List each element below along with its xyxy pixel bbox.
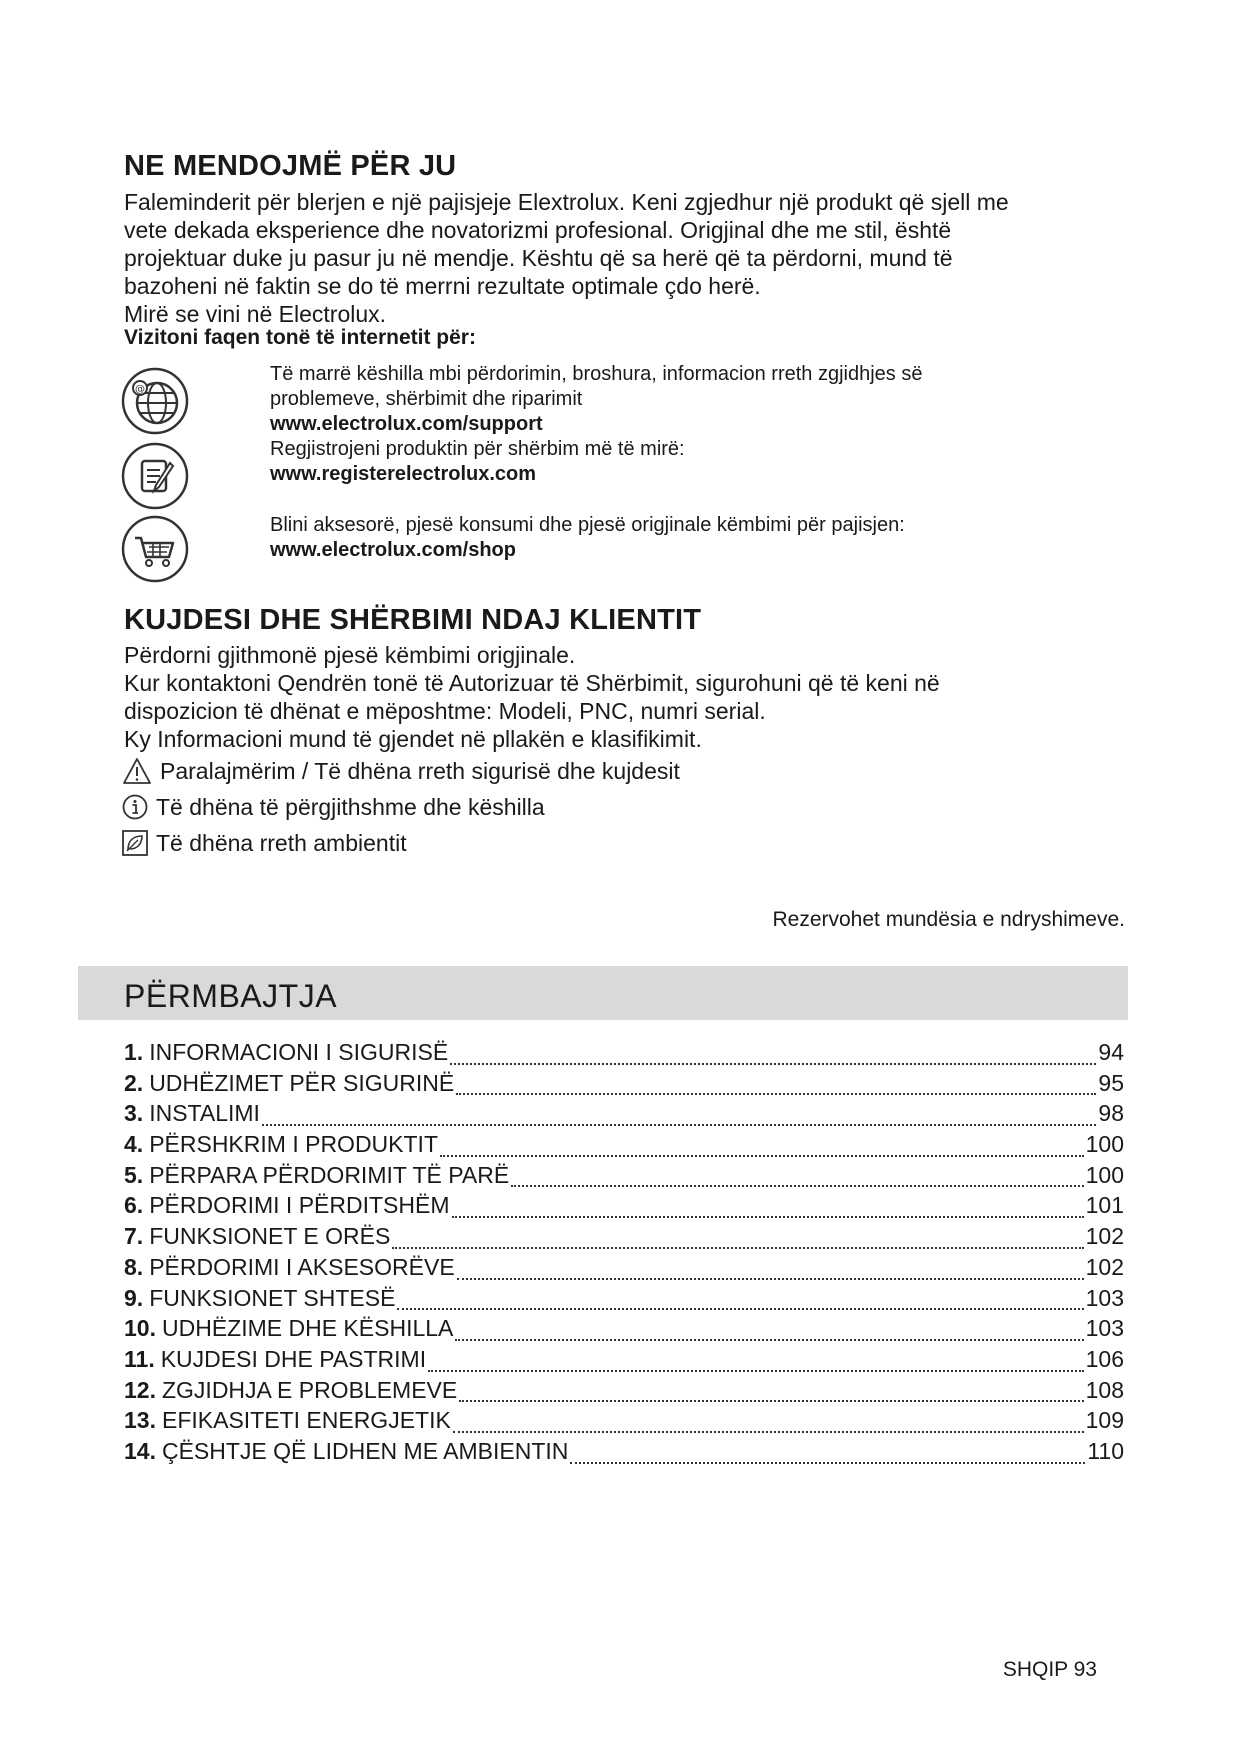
info-icon xyxy=(122,794,148,820)
toc-entry-number: 6. xyxy=(124,1192,144,1219)
toc-leader-dots xyxy=(459,1400,1083,1402)
toc-entry[interactable] xyxy=(124,1223,1124,1254)
toc-leader-dots xyxy=(455,1339,1083,1341)
care-paragraph xyxy=(124,641,1134,753)
reserve-note: Rezervohet mundësia e ndryshimeve. xyxy=(772,908,1125,931)
toc-entry-number: 13. xyxy=(124,1407,156,1434)
toc-entry-page: 101 xyxy=(1085,1192,1124,1219)
toc-leader-dots xyxy=(428,1370,1084,1372)
toc-header-bar xyxy=(78,966,1128,1020)
toc-entry-number: 1. xyxy=(124,1039,144,1065)
toc-entry-label: PËRSHKRIM I PRODUKTIT xyxy=(149,1131,438,1158)
toc-entry-page: 106 xyxy=(1085,1345,1124,1372)
toc-entry[interactable] xyxy=(124,1285,1124,1316)
web-link-text xyxy=(270,513,1070,563)
toc-entry-page: 103 xyxy=(1085,1315,1124,1342)
toc-entry-label: KUJDESI DHE PASTRIMI xyxy=(160,1345,427,1372)
toc-entry-page: 100 xyxy=(1085,1161,1124,1188)
leaf-icon xyxy=(122,830,148,856)
register-icon xyxy=(120,441,190,511)
toc-entry-page: 98 xyxy=(1098,1100,1124,1127)
web-link-line: Regjistrojeni produktin për shërbim më të mirë: xyxy=(270,438,685,460)
toc-entry[interactable] xyxy=(124,1162,1124,1193)
about-line: bazoheni në faktin se do të merrni rezultate optimale çdo herë. xyxy=(124,273,761,299)
legend-text: Paralajmërim / Të dhëna rreth sigurisë dhe kujdesit xyxy=(160,758,680,784)
toc-entry-label: UDHËZIME DHE KËSHILLA xyxy=(161,1315,454,1342)
about-line: Mirë se vini në Electrolux. xyxy=(124,301,387,327)
toc-entry-number: 14. xyxy=(124,1437,156,1464)
toc-entry-label: PËRDORIMI I AKSESORËVE xyxy=(149,1253,455,1280)
about-line: Faleminderit për blerjen e një pajisjeje Elextrolux. Keni zgjedhur një produkt që sjell me xyxy=(124,189,1009,215)
toc-entry-number: 5. xyxy=(124,1161,144,1188)
legend-text: Të dhëna rreth ambientit xyxy=(156,830,407,856)
toc-leader-dots xyxy=(511,1185,1083,1187)
web-link-line: problemeve, shërbimit dhe riparimit xyxy=(270,388,583,410)
cart-icon xyxy=(120,514,190,584)
toc-entry-number: 9. xyxy=(124,1284,144,1311)
toc-entry-label: INFORMACIONI I SIGURISË xyxy=(149,1039,449,1065)
toc-entry[interactable] xyxy=(124,1377,1124,1408)
web-link-line: Të marrë këshilla mbi përdorimin, broshura, informacion rreth zgjidhjes së xyxy=(270,363,923,385)
legend-warning xyxy=(122,757,680,785)
care-line: dispozicion të dhënat e mëposhtme: Modeli, PNC, numri serial. xyxy=(124,698,766,724)
toc-entry-label: INSTALIMI xyxy=(149,1100,260,1127)
toc-entry[interactable] xyxy=(124,1407,1124,1438)
web-link-text xyxy=(270,362,1070,437)
toc-entry-page: 109 xyxy=(1085,1407,1124,1434)
toc-title: PËRMBAJTJA xyxy=(124,978,338,1014)
care-line: Ky Informacioni mund të gjendet në pllakën e klasifikimit. xyxy=(124,726,702,752)
toc-leader-dots xyxy=(452,1216,1084,1218)
toc-entry-page: 102 xyxy=(1085,1223,1124,1250)
toc-entry-number: 3. xyxy=(124,1100,144,1127)
toc-entry-number: 4. xyxy=(124,1131,144,1158)
about-line: projektuar duke ju pasur ju në mendje. Kështu që sa herë që ta përdorni, mund të xyxy=(124,245,953,271)
about-title: NE MENDOJMË PËR JU xyxy=(124,150,457,182)
toc-leader-dots xyxy=(456,1093,1096,1095)
toc-entry[interactable] xyxy=(124,1254,1124,1285)
shop-url-link[interactable]: www.electrolux.com/shop xyxy=(270,539,516,561)
toc-entry-number: 11. xyxy=(124,1345,155,1372)
toc-entry[interactable] xyxy=(124,1315,1124,1346)
toc-entry-label: UDHËZIMET PËR SIGURINË xyxy=(149,1069,455,1096)
toc-entry-label: ZGJIDHJA E PROBLEMEVE xyxy=(161,1376,458,1403)
table-of-contents xyxy=(124,1039,1124,1469)
toc-entry-page: 102 xyxy=(1085,1253,1124,1280)
toc-entry-number: 12. xyxy=(124,1376,156,1403)
toc-entry[interactable] xyxy=(124,1070,1124,1101)
toc-entry-label: EFIKASITETI ENERGJETIK xyxy=(161,1407,451,1434)
toc-entry[interactable] xyxy=(124,1100,1124,1131)
toc-entry-page: 95 xyxy=(1098,1069,1124,1096)
globe-icon xyxy=(120,366,190,436)
legend-environment xyxy=(122,829,407,857)
toc-entry-page: 103 xyxy=(1085,1284,1124,1311)
toc-leader-dots xyxy=(397,1308,1083,1310)
toc-entry-page: 110 xyxy=(1087,1437,1124,1464)
toc-entry[interactable] xyxy=(124,1346,1124,1377)
toc-entry[interactable] xyxy=(124,1039,1124,1070)
toc-entry-number: 2. xyxy=(124,1069,144,1096)
toc-entry-label: FUNKSIONET E ORËS xyxy=(149,1223,391,1250)
web-link-line: Blini aksesorë, pjesë konsumi dhe pjesë origjinale këmbimi për pajisjen: xyxy=(270,514,905,536)
toc-entry-number: 7. xyxy=(124,1223,144,1250)
about-paragraph xyxy=(124,188,1134,328)
care-title: KUJDESI DHE SHËRBIMI NDAJ KLIENTIT xyxy=(124,604,702,636)
legend-info xyxy=(122,793,545,821)
about-line: vete dekada eksperience dhe novatorizmi profesional. Origjinal dhe me stil, është xyxy=(124,217,952,243)
toc-leader-dots xyxy=(262,1124,1096,1126)
toc-entry-label: ÇËSHTJE QË LIDHEN ME AMBIENTIN xyxy=(161,1437,569,1464)
toc-entry[interactable] xyxy=(124,1192,1124,1223)
toc-entry[interactable] xyxy=(124,1438,1124,1469)
register-url-link[interactable]: www.registerelectrolux.com xyxy=(270,463,537,485)
page-footer: SHQIP 93 xyxy=(1002,1658,1097,1681)
toc-leader-dots xyxy=(457,1278,1084,1280)
toc-entry-label: PËRDORIMI I PËRDITSHËM xyxy=(149,1192,450,1219)
visit-label: Vizitoni faqen tonë të internetit për: xyxy=(124,326,476,349)
toc-leader-dots xyxy=(450,1063,1096,1065)
toc-entry-label: PËRPARA PËRDORIMIT TË PARË xyxy=(149,1161,510,1188)
toc-entry-number: 8. xyxy=(124,1253,144,1280)
legend-text: Të dhëna të përgjithshme dhe këshilla xyxy=(156,794,545,820)
toc-leader-dots xyxy=(453,1431,1084,1433)
toc-entry-number: 10. xyxy=(124,1315,156,1342)
svg-text:@: @ xyxy=(135,384,145,395)
toc-entry-page: 108 xyxy=(1085,1376,1124,1403)
support-url-link[interactable]: www.electrolux.com/support xyxy=(270,413,543,435)
toc-entry[interactable] xyxy=(124,1131,1124,1162)
care-line: Përdorni gjithmonë pjesë këmbimi origjinale. xyxy=(124,642,576,668)
toc-entry-label: FUNKSIONET SHTESË xyxy=(149,1284,396,1311)
care-line: Kur kontaktoni Qendrën tonë të Autorizuar të Shërbimit, sigurohuni që të keni në xyxy=(124,670,940,696)
toc-leader-dots xyxy=(570,1462,1085,1464)
warning-icon xyxy=(122,757,152,785)
toc-leader-dots xyxy=(440,1155,1084,1157)
toc-entry-page: 94 xyxy=(1098,1039,1124,1065)
toc-leader-dots xyxy=(392,1247,1083,1249)
toc-entry-page: 100 xyxy=(1085,1131,1124,1158)
web-link-text xyxy=(270,437,1070,487)
